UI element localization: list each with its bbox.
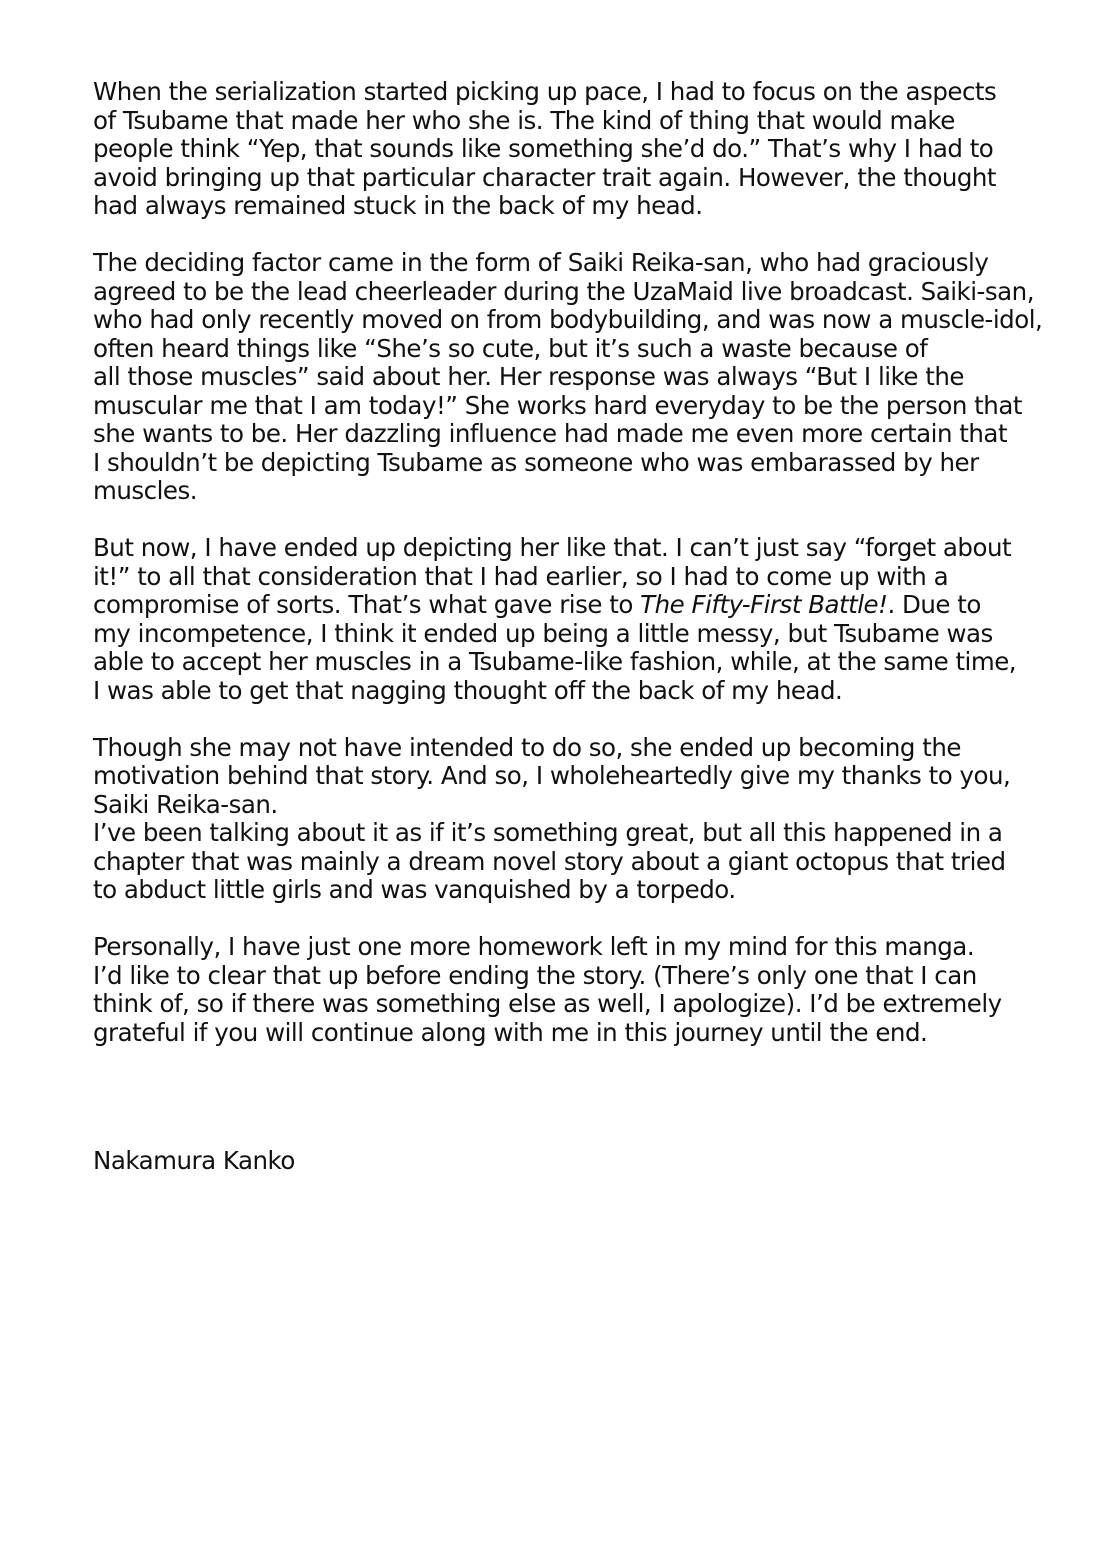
text-line: motivation behind that story. And so, I wholeheartedly give my thanks to you, (93, 761, 1011, 790)
text-line: people think “Yep, that sounds like something she’d do.” That’s why I had to (93, 134, 994, 163)
paragraph-2 (93, 248, 1043, 506)
text-line: of Tsubame that made her who she is. The kind of thing that would make (93, 105, 955, 135)
paragraph-3 (93, 534, 1033, 705)
afterword-page (93, 77, 1043, 1204)
text-line: grateful if you will continue along with me in this journey until the end. (93, 1017, 928, 1047)
text-line: Saiki Reika-san. (93, 789, 278, 819)
paragraph-1 (93, 78, 1033, 221)
text-line: avoid bringing up that particular character trait again. However, the thought (93, 162, 997, 192)
text-line: often heard things like “She’s so cute, but it’s such a waste because of (93, 333, 928, 363)
text-line: The deciding factor came in the form of Saiki Reika-san, who had graciously (93, 248, 989, 277)
text-line: agreed to be the lead cheerleader during the UzaMaid live broadcast. Saiki-san, (93, 276, 1034, 306)
text-line: it!” to all that consideration that I had earlier, so I had to come up with a (93, 561, 949, 591)
story-title: The Fifty-First Battle! (640, 590, 888, 619)
text-line: But now, I have ended up depicting her like that. I can’t just say “forget about (93, 533, 1012, 562)
text-line: to abduct little girls and was vanquished by a torpedo. (93, 875, 736, 904)
text-line: Though she may not have intended to do so, she ended up becoming the (93, 732, 961, 762)
text-line: muscles. (93, 476, 198, 505)
text-line: I’d like to clear that up before ending the story. (There’s only one that I can (93, 960, 977, 990)
text-line: When the serialization started picking up pace, I had to focus on the aspects (93, 77, 997, 106)
author-signature: Nakamura Kanko (93, 1146, 295, 1175)
text-segment: compromise of sorts. That’s what gave rise to (93, 590, 641, 619)
text-line: muscular me that I am today!” She works hard everyday to be the person that (93, 390, 1022, 420)
text-line: I’ve been talking about it as if it’s something great, but all this happened in a (93, 818, 1003, 847)
paragraph-5 (93, 933, 1033, 1047)
text-line-with-title (93, 591, 1033, 620)
paragraph-4 (93, 734, 1033, 905)
text-line: think of, so if there was something else as well, I apologize). I’d be extremely (93, 989, 1002, 1018)
text-line: had always remained stuck in the back of my head. (93, 191, 703, 220)
text-line: my incompetence, I think it ended up being a little messy, but Tsubame was (93, 618, 993, 648)
text-line: she wants to be. Her dazzling influence had made me even more certain that (93, 419, 1008, 448)
text-line: Personally, I have just one more homework left in my mind for this manga. (93, 932, 975, 961)
text-line: I was able to get that nagging thought off the back of my head. (93, 675, 843, 705)
text-line: able to accept her muscles in a Tsubame-like fashion, while, at the same time, (93, 647, 1017, 676)
text-line: who had only recently moved on from bodybuilding, and was now a muscle-idol, (93, 305, 1043, 334)
text-segment: . Due to (887, 590, 981, 619)
text-line: chapter that was mainly a dream novel story about a giant octopus that tried (93, 846, 1006, 876)
text-line: all those muscles” said about her. Her response was always “But I like the (93, 362, 964, 391)
text-line: I shouldn’t be depicting Tsubame as someone who was embarassed by her (93, 447, 979, 477)
